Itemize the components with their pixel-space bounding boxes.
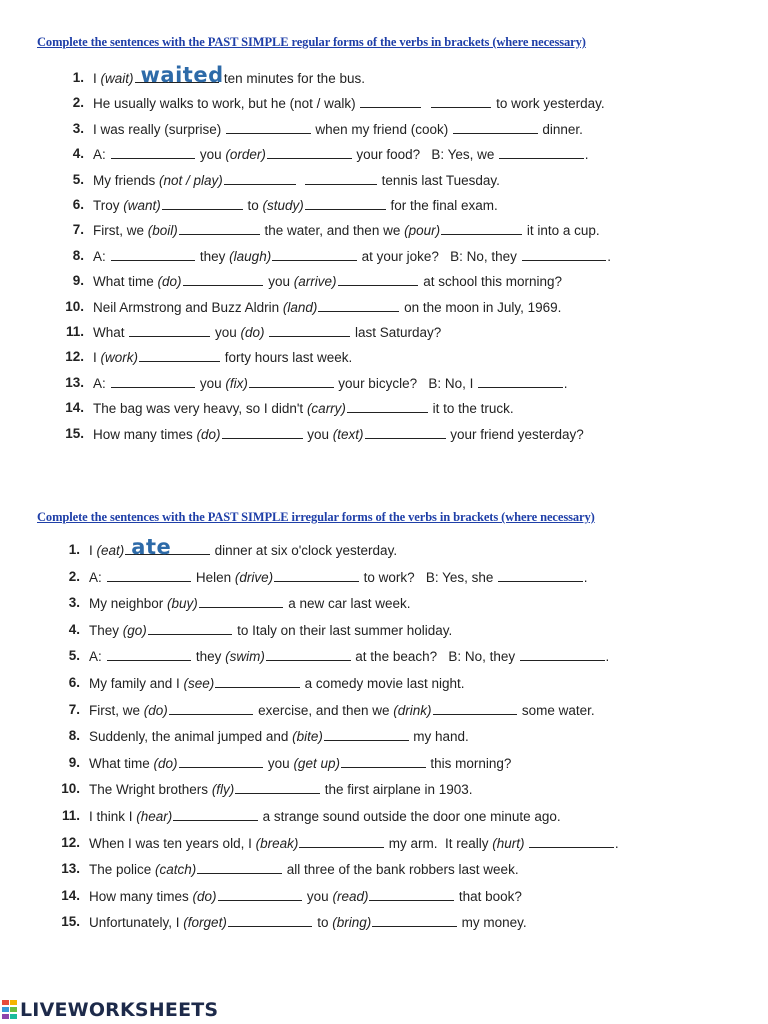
sentence-text: all three of the bank robbers last week.	[282, 862, 519, 878]
answer-blank[interactable]	[372, 912, 457, 927]
exercise-sentence	[93, 144, 589, 165]
answer-blank[interactable]	[305, 195, 386, 210]
sentence-text: last Saturday?	[351, 325, 442, 340]
sentence-text: First, we	[89, 702, 144, 718]
verb-hint: (order)	[225, 147, 266, 163]
answer-blank[interactable]	[433, 700, 518, 715]
answer-blank[interactable]	[197, 859, 282, 874]
sentence-text: .	[607, 248, 612, 264]
answer-blank[interactable]	[228, 912, 313, 927]
exercise-number: 13.	[61, 861, 80, 877]
sentence-text: Unfortunately, I	[89, 915, 184, 931]
sentence-text: A:	[93, 375, 110, 391]
answer-blank[interactable]	[324, 726, 409, 741]
answer-blank[interactable]	[365, 424, 446, 439]
answer-blank[interactable]	[107, 646, 192, 661]
sentence-text: tennis last Tuesday.	[377, 172, 500, 188]
answer-blank[interactable]	[111, 144, 196, 159]
sentence-text: you	[196, 375, 226, 391]
exercise-number: 8.	[72, 247, 84, 263]
sentence-text: What time	[93, 274, 158, 290]
exercise-sentence	[89, 646, 609, 667]
exercise-number: 5.	[68, 648, 80, 664]
answer-blank[interactable]	[274, 567, 359, 582]
exercise-sentence	[93, 195, 498, 216]
exercise-number: 10.	[61, 781, 80, 797]
sentence-text: .	[584, 147, 589, 163]
answer-blank[interactable]	[173, 806, 258, 821]
exercise-sentence	[89, 567, 588, 588]
answer-blank[interactable]	[369, 886, 454, 901]
exercise-number: 4.	[72, 146, 84, 162]
sentence-text: A:	[93, 147, 110, 163]
sentence-text: Helen	[192, 569, 235, 585]
answer-blank[interactable]	[272, 246, 357, 261]
exercise-number: 11.	[65, 324, 84, 339]
verb-hint: (bite)	[292, 729, 323, 745]
verb-hint: (fix)	[225, 375, 248, 391]
exercise-number: 12.	[65, 349, 84, 365]
verb-hint: (break)	[255, 835, 299, 851]
exercise-number: 4.	[68, 621, 80, 637]
verb-hint: (wait)	[100, 71, 134, 86]
sentence-text: They	[89, 622, 123, 638]
sentence-text: your friend yesterday?	[446, 426, 584, 442]
exercise-sentence	[93, 93, 605, 114]
answer-blank[interactable]	[125, 535, 210, 559]
answer-blank[interactable]	[431, 93, 492, 108]
sentence-text: a strange sound outside the door one minute ago.	[258, 809, 561, 824]
exercise-number: 11.	[61, 808, 80, 823]
sentence-text: .	[614, 835, 619, 851]
sentence-text: the first airplane in 1903.	[320, 782, 473, 798]
sentence-text: Neil Armstrong and Buzz Aldrin	[93, 299, 283, 315]
verb-hint: (see)	[183, 676, 215, 691]
answer-blank[interactable]	[305, 170, 377, 185]
sentence-text: to work? B: Yes, she	[359, 569, 498, 585]
sentence-text: to	[313, 915, 333, 931]
exercise-sentence	[89, 806, 561, 827]
answer-blank[interactable]	[226, 119, 311, 134]
sentence-text: to	[243, 198, 263, 213]
sentence-text: My friends	[93, 172, 160, 188]
exercise-number: 10.	[65, 298, 84, 314]
exercise-sentence	[93, 424, 584, 445]
sentence-text: First, we	[93, 223, 148, 239]
sentence-text: you	[303, 888, 333, 904]
verb-hint: (drink)	[393, 702, 432, 718]
answer-blank[interactable]	[318, 297, 399, 312]
sentence-text: a comedy movie last night.	[300, 676, 465, 691]
liveworksheets-logo	[2, 997, 218, 1023]
exercise-number: 3.	[68, 595, 80, 611]
exercise-sentence	[89, 912, 527, 933]
exercise-sentence	[89, 700, 595, 721]
sentence-text	[525, 836, 529, 851]
exercise-number: 9.	[68, 754, 80, 770]
verb-hint: (boil)	[147, 223, 178, 239]
exercise-sentence	[93, 119, 583, 140]
verb-hint: (bring)	[332, 915, 372, 931]
answer-blank[interactable]	[169, 700, 254, 715]
exercise-sentence	[89, 753, 511, 774]
sentence-text: I think I	[89, 809, 137, 824]
sentence-text: How many times	[89, 888, 193, 904]
verb-hint: (do)	[157, 274, 182, 290]
sentence-text: A:	[93, 248, 110, 264]
sentence-text: it into a cup.	[523, 223, 600, 239]
answer-blank[interactable]	[199, 593, 284, 608]
example-answer: ate	[131, 535, 172, 559]
answer-blank[interactable]	[222, 424, 303, 439]
exercise-number: 1.	[72, 70, 84, 85]
sentence-text: My neighbor	[89, 596, 168, 612]
sentence-text: when my friend (cook)	[311, 121, 452, 137]
answer-blank[interactable]	[347, 398, 428, 413]
answer-blank[interactable]	[139, 347, 220, 362]
verb-hint: (carry)	[306, 401, 346, 417]
answer-blank[interactable]	[215, 673, 300, 688]
verb-hint: (buy)	[167, 596, 198, 612]
answer-blank[interactable]	[107, 567, 192, 582]
sentence-text: it to the truck.	[428, 401, 514, 417]
answer-blank[interactable]	[111, 246, 196, 261]
sentence-text: .	[605, 649, 610, 665]
sentence-text: my hand.	[409, 729, 469, 745]
exercise-sentence	[89, 833, 619, 854]
exercise-sentence	[93, 271, 562, 292]
sentence-text: dinner at six o'clock yesterday.	[210, 543, 398, 558]
answer-blank[interactable]	[529, 833, 614, 848]
sentence-text: to work yesterday.	[492, 96, 605, 112]
exercise-number: 8.	[68, 728, 80, 744]
verb-hint: (catch)	[155, 862, 197, 878]
exercise-sentence	[93, 373, 568, 394]
sentence-text: they	[192, 649, 226, 665]
answer-blank[interactable]	[338, 271, 419, 286]
answer-blank[interactable]	[235, 779, 320, 794]
sentence-text: my arm. It really	[384, 835, 493, 851]
answer-blank[interactable]	[183, 271, 264, 286]
exercise-sentence	[89, 726, 469, 747]
exercise-number: 7.	[72, 222, 84, 238]
exercise-number: 3.	[72, 120, 84, 136]
exercise-number: 2.	[68, 568, 80, 584]
exercise-sentence	[89, 620, 452, 641]
answer-blank[interactable]	[522, 246, 607, 261]
example-answer: waited	[140, 63, 224, 87]
answer-blank[interactable]	[520, 646, 605, 661]
verb-hint: (want)	[123, 198, 161, 213]
exercise-number: 14.	[65, 400, 84, 416]
exercise-number: 1.	[68, 542, 80, 557]
sentence-text: .	[583, 569, 588, 585]
answer-blank[interactable]	[129, 322, 210, 337]
verb-hint: (forget)	[183, 915, 227, 931]
sentence-text: some water.	[518, 702, 595, 718]
exercise-number: 2.	[72, 95, 84, 111]
answer-blank[interactable]	[341, 753, 426, 768]
exercise-sentence	[93, 170, 500, 191]
sentence-text: I	[93, 350, 101, 366]
verb-hint: (hear)	[136, 809, 173, 824]
sentence-text: you	[264, 274, 294, 290]
sentence-text: A:	[89, 649, 106, 665]
verb-hint: (work)	[100, 350, 139, 366]
verb-hint: (hurt)	[492, 835, 525, 851]
sentence-text: to Italy on their last summer holiday.	[233, 622, 453, 638]
exercise-sentence	[93, 297, 561, 318]
sentence-text: your food? B: Yes, we	[352, 147, 499, 163]
sentence-text: this morning?	[426, 755, 512, 771]
sentence-text: you	[211, 325, 241, 340]
exercise-number: 6.	[72, 197, 84, 212]
sentence-text	[422, 96, 430, 111]
answer-blank[interactable]	[224, 170, 296, 185]
answer-blank[interactable]	[267, 144, 352, 159]
sentence-text: How many times	[93, 426, 197, 442]
answer-blank[interactable]	[441, 220, 522, 235]
answer-blank[interactable]	[498, 567, 583, 582]
sentence-text: forty hours last week.	[220, 350, 353, 366]
verb-hint: (swim)	[225, 649, 265, 665]
verb-hint: (go)	[122, 622, 147, 638]
verb-hint: (do)	[192, 888, 217, 904]
sentence-text: you	[264, 755, 294, 771]
sentence-text: I was really (surprise)	[93, 121, 226, 137]
answer-blank[interactable]	[269, 322, 350, 337]
sentence-text: exercise, and then we	[254, 702, 394, 718]
exercise-sentence	[93, 220, 600, 241]
sentence-text: When I was ten years old, I	[89, 835, 256, 851]
exercise-sentence	[93, 347, 352, 368]
exercise-number: 5.	[72, 171, 84, 187]
logo-text: LIVEWORKSHEETS	[20, 999, 219, 1021]
sentence-text: He usually walks to work, but he (not / walk)	[93, 96, 360, 112]
answer-blank[interactable]	[148, 620, 233, 635]
verb-hint: (text)	[332, 426, 364, 442]
sentence-text: at the beach? B: No, they	[351, 649, 519, 665]
verb-hint: (eat)	[96, 543, 125, 558]
sentence-text: for the final exam.	[386, 198, 498, 213]
answer-blank[interactable]	[111, 373, 196, 388]
answer-blank[interactable]	[299, 833, 384, 848]
sentence-text	[297, 173, 305, 188]
answer-blank[interactable]	[499, 144, 584, 159]
verb-hint: (land)	[282, 299, 318, 315]
verb-hint: (pour)	[404, 223, 441, 239]
sentence-text: the water, and then we	[260, 223, 405, 239]
verb-hint: (do)	[143, 702, 168, 718]
exercise-number: 7.	[68, 701, 80, 717]
sentence-text: at your joke? B: No, they	[357, 248, 521, 264]
sentence-text: Suddenly, the animal jumped and	[89, 729, 293, 745]
section-1-title: Complete the sentences with the PAST SIMPLE regular forms of the verbs in brackets (where necessary)	[37, 35, 586, 49]
sentence-text: dinner.	[538, 121, 583, 137]
sentence-text: My family and I	[89, 676, 184, 691]
logo-blocks-icon	[2, 1000, 18, 1020]
exercise-sentence	[89, 673, 465, 694]
section-2-title: Complete the sentences with the PAST SIMPLE irregular forms of the verbs in brackets (where necessary)	[37, 510, 595, 524]
sentence-text: The police	[89, 862, 156, 878]
sentence-text: .	[563, 375, 568, 391]
sentence-text: they	[196, 248, 230, 264]
exercise-sentence	[89, 535, 398, 561]
sentence-text: your bicycle? B: No, I	[334, 375, 478, 391]
sentence-text: my money.	[457, 915, 527, 931]
answer-blank[interactable]	[453, 119, 538, 134]
sentence-text: a new car last week.	[284, 596, 411, 612]
sentence-text: that book?	[455, 888, 522, 904]
exercise-number: 12.	[61, 834, 80, 850]
exercise-sentence	[93, 398, 514, 419]
exercise-number: 9.	[72, 273, 84, 289]
verb-hint: (get up)	[293, 755, 340, 771]
sentence-text: on the moon in July, 1969.	[400, 299, 562, 315]
sentence-text: you	[196, 147, 226, 163]
exercise-sentence	[93, 63, 365, 89]
answer-blank[interactable]	[162, 195, 243, 210]
exercise-sentence	[89, 779, 473, 800]
verb-hint: (arrive)	[293, 274, 337, 290]
exercise-sentence	[89, 859, 519, 880]
verb-hint: (study)	[262, 198, 304, 213]
sentence-text: A:	[89, 569, 106, 585]
verb-hint: (do)	[196, 426, 221, 442]
answer-blank[interactable]	[249, 373, 334, 388]
verb-hint: (fly)	[211, 782, 235, 798]
exercise-sentence	[93, 322, 441, 343]
sentence-text: The Wright brothers	[89, 782, 212, 798]
answer-blank[interactable]	[360, 93, 421, 108]
verb-hint: (drive)	[234, 569, 274, 585]
exercise-number: 6.	[68, 675, 80, 690]
answer-blank[interactable]	[179, 753, 264, 768]
verb-hint: (do)	[240, 325, 265, 340]
sentence-text: ten minutes for the bus.	[220, 71, 365, 86]
exercise-number: 15.	[65, 425, 84, 441]
verb-hint: (not / play)	[159, 172, 223, 188]
exercise-sentence	[93, 246, 611, 267]
sentence-text: I	[89, 543, 97, 558]
sentence-text: The bag was very heavy, so I didn't	[93, 401, 307, 417]
sentence-text: What	[93, 325, 129, 340]
exercise-number: 13.	[65, 374, 84, 390]
sentence-text: I	[93, 71, 101, 86]
exercise-sentence	[89, 593, 411, 614]
answer-blank[interactable]	[179, 220, 260, 235]
sentence-text	[265, 325, 269, 340]
answer-blank[interactable]	[266, 646, 351, 661]
sentence-text: you	[303, 426, 333, 442]
exercise-number: 15.	[61, 914, 80, 930]
exercise-sentence	[89, 886, 522, 907]
answer-blank[interactable]	[135, 63, 224, 87]
verb-hint: (laugh)	[229, 248, 272, 264]
sentence-text: What time	[89, 755, 154, 771]
answer-blank[interactable]	[478, 373, 563, 388]
sentence-text: Troy	[93, 198, 124, 213]
exercise-number: 14.	[61, 887, 80, 903]
verb-hint: (read)	[332, 888, 369, 904]
verb-hint: (do)	[153, 755, 178, 771]
answer-blank[interactable]	[218, 886, 303, 901]
sentence-text: at school this morning?	[419, 274, 563, 290]
